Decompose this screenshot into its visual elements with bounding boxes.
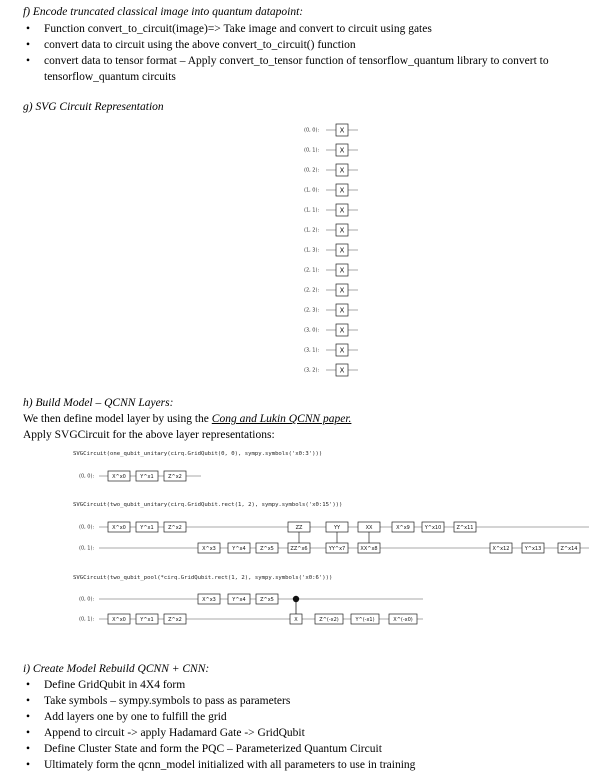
gate-label: ZZ^x6 <box>290 545 308 552</box>
section-f-bullet-3: • convert data to tensor format – Apply convert_to_tensor function of tensorflow_quantum library to convert to <box>26 55 549 67</box>
gate-label: X^x3 <box>202 545 216 552</box>
qubit-label: (3, 1): <box>304 347 320 354</box>
qubit-label: (0, 0): <box>79 524 95 531</box>
gate-label: X^x0 <box>112 524 126 531</box>
gate-label: X <box>339 246 345 255</box>
gate-label: Z^(-x2) <box>319 616 339 623</box>
section-i-bullet-4: • Append to circuit -> apply Hadamard Gate -> GridQubit <box>26 727 305 739</box>
two-qubit-unitary-circuit <box>73 515 593 560</box>
qubit-label: (0, 1): <box>79 616 95 623</box>
qubit-label: (2, 1): <box>304 267 320 274</box>
section-g-heading: g) SVG Circuit Representation <box>23 101 164 113</box>
gate-label: Z^x2 <box>168 473 182 480</box>
qubit-label: (0, 1): <box>304 147 320 154</box>
qubit-label: (0, 0): <box>304 127 320 134</box>
qubit-label: (1, 0): <box>304 187 320 194</box>
gate-label: ZZ <box>295 524 303 531</box>
gate-label: Y^x13 <box>524 545 542 552</box>
section-i-bullet-5: • Define Cluster State and form the PQC – Parameterized Quantum Circuit <box>26 743 382 755</box>
gate-label: X <box>339 286 345 295</box>
section-f-heading: f) Encode truncated classical image into quantum datapoint: <box>23 6 304 18</box>
qubit-label: (0, 2): <box>304 167 320 174</box>
qubit-label: (2, 2): <box>304 287 320 294</box>
gate-label: Y^(-x1) <box>355 616 375 623</box>
gate-label: X <box>339 366 345 375</box>
gate-label: X <box>339 346 345 355</box>
qubit-label: (1, 1): <box>304 207 320 214</box>
one-qubit-unitary-circuit <box>73 464 223 488</box>
section-f-bullet-3-continued: tensorflow_quantum circuits <box>44 71 176 83</box>
gate-label: X <box>339 226 345 235</box>
qubit-label: (1, 3): <box>304 247 320 254</box>
section-h-heading: h) Build Model – QCNN Layers: <box>23 397 174 409</box>
qubit-label: (3, 0): <box>304 327 320 334</box>
gate-label: Z^x14 <box>560 545 578 552</box>
gate-label: X <box>339 166 345 175</box>
gate-label: Y^x4 <box>232 596 246 603</box>
gate-label: X <box>339 206 345 215</box>
gate-label: Y^x1 <box>140 473 154 480</box>
section-i-bullet-3: • Add layers one by one to fulfill the grid <box>26 711 227 723</box>
code-two-qubit-pool: SVGCircuit(two_qubit_pool(*cirq.GridQubit.rect(1, 2), sympy.symbols('x0:6'))) <box>73 575 333 581</box>
two-qubit-pool-circuit <box>73 588 453 633</box>
gate-label: Y^x4 <box>232 545 246 552</box>
code-two-qubit-unitary: SVGCircuit(two_qubit_unitary(cirq.GridQubit.rect(1, 2), sympy.symbols('x0:15'))) <box>73 502 343 508</box>
control-dot <box>293 596 299 602</box>
gate-label: YY^x7 <box>328 545 346 552</box>
gate-label: Z^x5 <box>260 596 274 603</box>
gate-label: Z^x2 <box>168 616 182 623</box>
gate-label: X <box>294 616 298 623</box>
gate-label: XX <box>365 524 373 531</box>
section-f-bullet-2: • convert data to circuit using the above convert_to_circuit() function <box>26 39 356 51</box>
gate-label: X <box>339 326 345 335</box>
section-i-bullet-2: • Take symbols – sympy.symbols to pass as parameters <box>26 695 290 707</box>
gate-label: Z^x5 <box>260 545 274 552</box>
svg-circuit-figure <box>280 118 380 378</box>
gate-label: X <box>339 146 345 155</box>
qcnn-paper-link[interactable]: Cong and Lukin QCNN paper. <box>211 413 352 425</box>
section-h-line-1: We then define model layer by using the Cong and Lukin QCNN paper. <box>23 413 352 425</box>
gate-label: YY <box>333 524 341 531</box>
gate-label: X^x0 <box>112 616 126 623</box>
gate-label: Y^x1 <box>140 616 154 623</box>
qubit-label: (3, 2): <box>304 367 320 374</box>
gate-label: X <box>339 306 345 315</box>
gate-label: Z^x11 <box>456 524 474 531</box>
code-one-qubit-unitary: SVGCircuit(one_qubit_unitary(cirq.GridQubit(0, 0), sympy.symbols('x0:3'))) <box>73 451 323 457</box>
gate-label: X^x3 <box>202 596 216 603</box>
qubit-label: (1, 2): <box>304 227 320 234</box>
gate-label: XX^x8 <box>360 545 378 552</box>
gate-label: X^(-x0) <box>393 616 413 623</box>
qubit-label: (2, 3): <box>304 307 320 314</box>
qubit-label: (0, 0): <box>79 473 95 480</box>
gate-label: X^x0 <box>112 473 126 480</box>
qubit-label: (0, 1): <box>79 545 95 552</box>
gate-label: X <box>339 126 345 135</box>
section-i-bullet-1: • Define GridQubit in 4X4 form <box>26 679 185 691</box>
gate-label: Z^x2 <box>168 524 182 531</box>
gate-label: Y^x10 <box>424 524 442 531</box>
gate-label: X <box>339 266 345 275</box>
section-i-bullet-6: • Ultimately form the qcnn_model initialized with all parameters to use in training <box>26 759 415 771</box>
qubit-label: (0, 0): <box>79 596 95 603</box>
section-h-line-2: Apply SVGCircuit for the above layer representations: <box>23 429 275 441</box>
gate-label: X <box>339 186 345 195</box>
gate-label: X^x9 <box>396 524 410 531</box>
gate-label: Y^x1 <box>140 524 154 531</box>
section-f-bullet-1: • Function convert_to_circuit(image)=> Take image and convert to circuit using gates <box>26 23 432 35</box>
section-i-heading: i) Create Model Rebuild QCNN + CNN: <box>23 663 210 675</box>
gate-label: X^x12 <box>492 545 510 552</box>
